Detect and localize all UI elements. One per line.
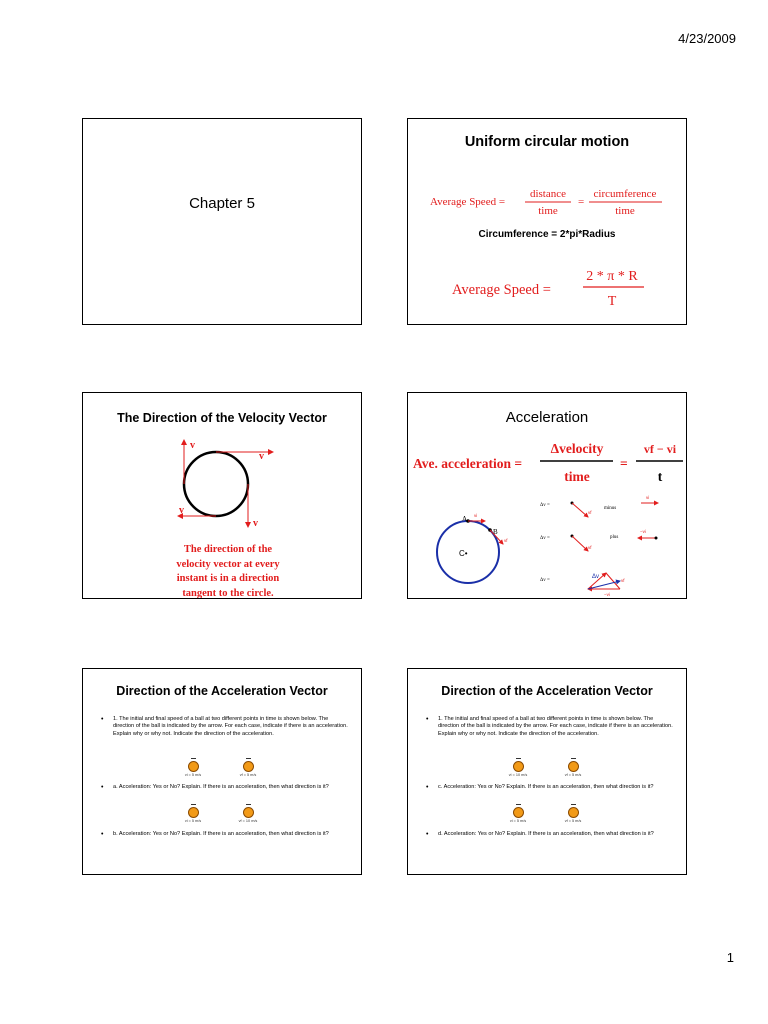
eq1-den1: time: [538, 205, 558, 217]
slide-accel-vector-c-d: Direction of the Acceleration Vector • 1. The initial and final speed of a ball at two different points in time is shown below. The direction of the ball is indicated by the arrow. For each case, indicate if there is an acceleration. Explain why or why not. Indicate the direction of the acceleration. vi = 10 m/s vf = 5 m/s • c. Acceleration: Yes or No? Explain. If there is an acceleration, then what direction is it? vi = 5 m/s vf = 5 m/s • d. Acceleration: Yes or No? Explain. If there is an acceleration, then what direction is it?: [407, 668, 687, 875]
acc-eq-equals: =: [620, 456, 628, 471]
eq2-lhs: Average Speed =: [452, 282, 551, 298]
average-speed-formulas: [408, 119, 686, 324]
v-label: v: [190, 440, 195, 451]
ball-icon: [243, 761, 254, 772]
vf-tri-label: vf: [621, 578, 625, 583]
ball-icon: [513, 761, 524, 772]
ball-label: vi = 10 m/s: [508, 773, 528, 777]
ball-icon: [568, 761, 579, 772]
point-b-label: B: [493, 528, 498, 536]
eq1-num1: distance: [529, 188, 567, 200]
v-label: v: [179, 505, 184, 516]
eq1-equals: =: [578, 196, 585, 208]
tri-side: [606, 573, 620, 589]
acc-eq-num: Δvelocity: [550, 441, 604, 456]
ball-label: vi = 5 m/s: [184, 773, 202, 777]
minus-label: minus: [604, 506, 617, 511]
neg-vi-label: −vi: [640, 529, 646, 534]
ball-label: vf = 5 m/s: [239, 773, 257, 777]
slide-uniform-circular-motion: [407, 118, 687, 325]
acc-eq-den2: t: [657, 469, 663, 484]
point-a-label: A: [462, 515, 468, 523]
ball-icon: [568, 807, 579, 818]
slide-title: Direction of the Acceleration Vector: [441, 684, 653, 698]
eq2-num: 2 * π * R: [586, 269, 638, 284]
acc-eq-den: time: [564, 469, 590, 484]
ball-label: vi = 5 m/s: [184, 819, 202, 823]
vf-small-label: vf: [588, 510, 592, 515]
vf-vector: [572, 536, 588, 551]
ball-label: vf = 10 m/s: [238, 819, 258, 823]
ball-icon: [188, 807, 199, 818]
vf-label: vf: [504, 538, 508, 543]
vi-small-label: vi: [646, 495, 650, 500]
slide-title: Acceleration: [505, 409, 589, 426]
page-number: 1: [726, 950, 734, 965]
ball-label: vf = 5 m/s: [564, 819, 582, 823]
v-label: v: [259, 451, 264, 462]
ball-label: vi = 5 m/s: [509, 819, 527, 823]
dv-tri-label: Δv: [592, 574, 600, 580]
dv-label: Δv =: [540, 503, 550, 508]
vf-vector: [572, 503, 588, 517]
slide-title: Chapter 5: [189, 195, 255, 212]
eq1-den2: time: [615, 205, 635, 217]
vi-label: vi: [474, 513, 478, 518]
slide-velocity-direction: [82, 392, 362, 599]
tangent-note: The direction of the velocity vector at every instant is in a direction tangent to the circle.: [176, 544, 280, 599]
slide-chapter: [82, 118, 362, 325]
slide-acceleration: [407, 392, 687, 599]
slide-title: Direction of the Acceleration Vector: [116, 684, 328, 698]
ball-icon: [513, 807, 524, 818]
eq1-lhs: Average Speed =: [430, 196, 506, 208]
ball-label: vf = 5 m/s: [564, 773, 582, 777]
dv-label: Δv =: [540, 578, 550, 583]
header-date: 4/23/2009: [678, 31, 736, 46]
circumference-text: Circumference = 2*pi*Radius: [478, 229, 616, 240]
dv-label: Δv =: [540, 536, 550, 541]
acc-eq-num2: vf − vi: [643, 442, 677, 456]
slide-title: The Direction of the Velocity Vector: [117, 411, 327, 425]
slide-title: Uniform circular motion: [464, 134, 630, 150]
center-label: C•: [459, 549, 468, 558]
ball-icon: [188, 761, 199, 772]
slide-accel-vector-a-b: Direction of the Acceleration Vector • 1. The initial and final speed of a ball at two different points in time is shown below. The direction of the ball is indicated by the arrow. For each case, indicate if there is an acceleration. Explain why or why not. Indicate the direction of the acceleration. vi = 5 m/s vf = 5 m/s • a. Acceleration: Yes or No? Explain. If there is an acceleration, then what direction is it? vi = 5 m/s vf = 10 m/s • b. Acceleration: Yes or No? Explain. If there is an acceleration, then what direction is it?: [82, 668, 362, 875]
vf-small-label: vf: [588, 545, 592, 550]
acceleration-formula-diagram: [408, 393, 686, 598]
vector-end: [655, 537, 658, 540]
v-label: v: [253, 518, 258, 529]
ball-icon: [243, 807, 254, 818]
eq2-den: T: [607, 294, 617, 309]
eq1-num2: circumference: [593, 188, 657, 200]
acc-eq-lhs: Ave. acceleration =: [413, 456, 523, 471]
neg-vi-tri-label: −vi: [604, 592, 610, 597]
plus-label: plus: [610, 535, 619, 540]
circle: [184, 452, 248, 516]
